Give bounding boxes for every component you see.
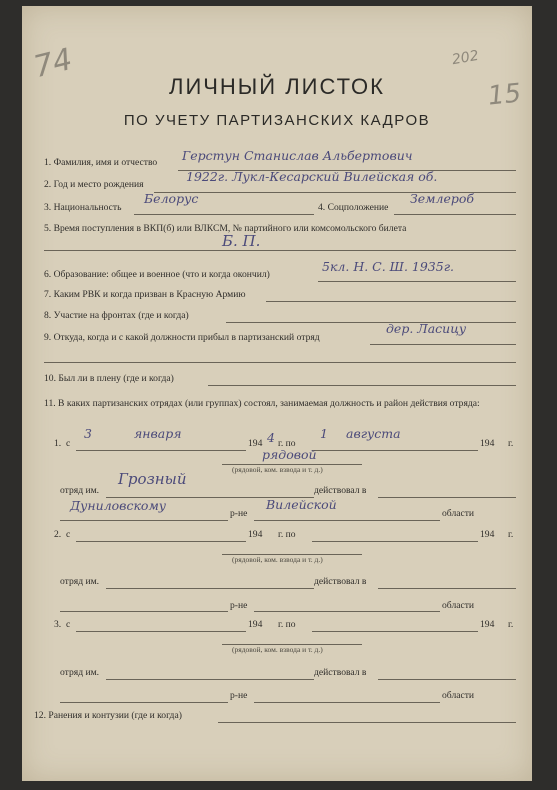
unit-1-position: рядовой — [262, 447, 317, 462]
unit-1-district-line — [60, 520, 228, 521]
field-value-nationality: Белорус — [144, 191, 199, 206]
unit-2-to-line — [312, 541, 478, 542]
unit-2-year-prefix: 194 — [248, 529, 263, 540]
unit-1-to-year-prefix: 194 — [480, 438, 495, 449]
unit-1-to-label: г. по — [278, 438, 296, 449]
field-label-birth: 2. Год и место рождения — [44, 179, 144, 190]
unit-3-acted-label: действовал в — [314, 667, 367, 678]
unit-3-rne-label: р-не — [230, 690, 248, 701]
field-line-arrival — [370, 344, 516, 345]
unit-2-from-label: с — [66, 529, 71, 540]
field-label-party: 5. Время поступления в ВКП(б) или ВЛКСМ, № партийного или комсомольского билета — [44, 223, 407, 234]
unit-1-to-month: августа — [346, 426, 401, 441]
unit-1-region-line — [254, 520, 440, 521]
unit-3-oblast-label: области — [442, 690, 475, 701]
unit-2-district-line — [60, 611, 228, 612]
unit-3-to-line — [312, 631, 478, 632]
unit-3-otryad-line — [106, 679, 314, 680]
field-value-party: Б. П. — [222, 232, 261, 250]
field-line-education — [318, 281, 516, 282]
unit-1-otryad: Грозный — [118, 470, 187, 488]
unit-1-year-prefix: 194 — [248, 438, 263, 449]
unit-2-number: 2. — [54, 529, 62, 540]
archive-mark-page-number: 15 — [486, 78, 523, 112]
unit-3-from-line — [76, 631, 246, 632]
unit-1-from-year: 4 — [267, 430, 275, 445]
unit-3-from-label: с — [66, 619, 71, 630]
unit-3-to-year-prefix: 194 — [480, 619, 495, 630]
unit-1-from-line — [76, 450, 246, 451]
unit-1-position-hint: (рядовой, ком. взвода и т. д.) — [232, 465, 323, 474]
unit-1-year-suffix: г. — [508, 438, 514, 449]
field-label-social: 4. Соцположение — [318, 202, 389, 213]
field-line-captivity — [208, 385, 516, 386]
unit-1-to-line — [312, 450, 478, 451]
unit-2-otryad-line — [106, 588, 314, 589]
unit-3-otryad-label: отряд им. — [60, 667, 100, 678]
unit-2-to-year-prefix: 194 — [480, 529, 495, 540]
archive-mark-top-right-note: 202 — [450, 47, 480, 69]
unit-1-number: 1. — [54, 438, 62, 449]
unit-3-to-label: г. по — [278, 619, 296, 630]
field-value-social: Землероб — [410, 191, 475, 206]
document-page — [22, 6, 532, 781]
field-label-captivity: 10. Был ли в плену (где и когда) — [44, 373, 174, 384]
unit-2-rne-label: р-не — [230, 600, 248, 611]
field-line-wounds — [218, 722, 516, 723]
field-value-name: Герстун Станислав Альбертович — [182, 148, 413, 163]
field-line-fronts — [226, 322, 516, 323]
unit-2-from-line — [76, 541, 246, 542]
field-label-units: 11. В каких партизанских отрядах (или группах) состоял, занимаемая должность и район действия отряда: — [44, 398, 480, 409]
unit-3-year-suffix: г. — [508, 619, 514, 630]
document-title: ЛИЧНЫЙ ЛИСТОК — [169, 74, 385, 99]
field-label-nationality: 3. Национальность — [44, 202, 122, 213]
unit-1-oblast-label: области — [442, 508, 475, 519]
unit-1-acted-label: действовал в — [314, 485, 367, 496]
field-line-nationality — [134, 214, 314, 215]
field-line-military-call — [266, 301, 516, 302]
field-line-social — [394, 214, 516, 215]
unit-2-region-line — [254, 611, 440, 612]
field-value-education: 5кл. Н. С. Ш. 1935г. — [322, 259, 454, 274]
unit-1-from-month: января — [134, 426, 182, 441]
unit-1-district: Дуниловскому — [70, 498, 167, 513]
field-line-party — [44, 250, 516, 251]
unit-2-otryad-label: отряд им. — [60, 576, 100, 587]
unit-1-acted-line — [378, 497, 516, 498]
field-label-fronts: 8. Участие на фронтах (где и когда) — [44, 310, 189, 321]
unit-3-number: 3. — [54, 619, 62, 630]
document-subtitle: ПО УЧЕТУ ПАРТИЗАНСКИХ КАДРОВ — [123, 112, 431, 129]
unit-2-acted-line — [378, 588, 516, 589]
unit-2-year-suffix: г. — [508, 529, 514, 540]
field-label-military-call: 7. Каким РВК и когда призван в Красную Армию — [44, 289, 246, 300]
unit-2-oblast-label: области — [442, 600, 475, 611]
unit-1-region: Вилейской — [266, 497, 337, 512]
field-value-arrival: дер. Ласицу — [386, 321, 467, 336]
field-label-education: 6. Образование: общее и военное (что и когда окончил) — [44, 269, 270, 280]
field-label-wounds: 12. Ранения и контузии (где и когда) — [34, 710, 182, 721]
archive-mark-top-left: 74 — [30, 41, 76, 86]
unit-3-position-hint: (рядовой, ком. взвода и т. д.) — [232, 645, 323, 654]
unit-2-acted-label: действовал в — [314, 576, 367, 587]
unit-2-position-hint: (рядовой, ком. взвода и т. д.) — [232, 555, 323, 564]
unit-3-district-line — [60, 702, 228, 703]
field-line-arrival-2 — [44, 362, 516, 363]
unit-1-otryad-label: отряд им. — [60, 485, 100, 496]
unit-1-from-label: с — [66, 438, 71, 449]
unit-2-to-label: г. по — [278, 529, 296, 540]
unit-1-to-day: 1 — [320, 426, 328, 441]
unit-3-region-line — [254, 702, 440, 703]
unit-3-acted-line — [378, 679, 516, 680]
unit-1-rne-label: р-не — [230, 508, 248, 519]
field-label-name: 1. Фамилия, имя и отчество — [44, 157, 158, 168]
unit-3-year-prefix: 194 — [248, 619, 263, 630]
field-label-arrival: 9. Откуда, когда и с какой должности прибыл в партизанский отряд — [44, 332, 320, 343]
field-value-birth: 1922г. Лукл-Кесарский Вилейская об. — [186, 169, 438, 184]
unit-1-from-day: 3 — [84, 426, 92, 441]
